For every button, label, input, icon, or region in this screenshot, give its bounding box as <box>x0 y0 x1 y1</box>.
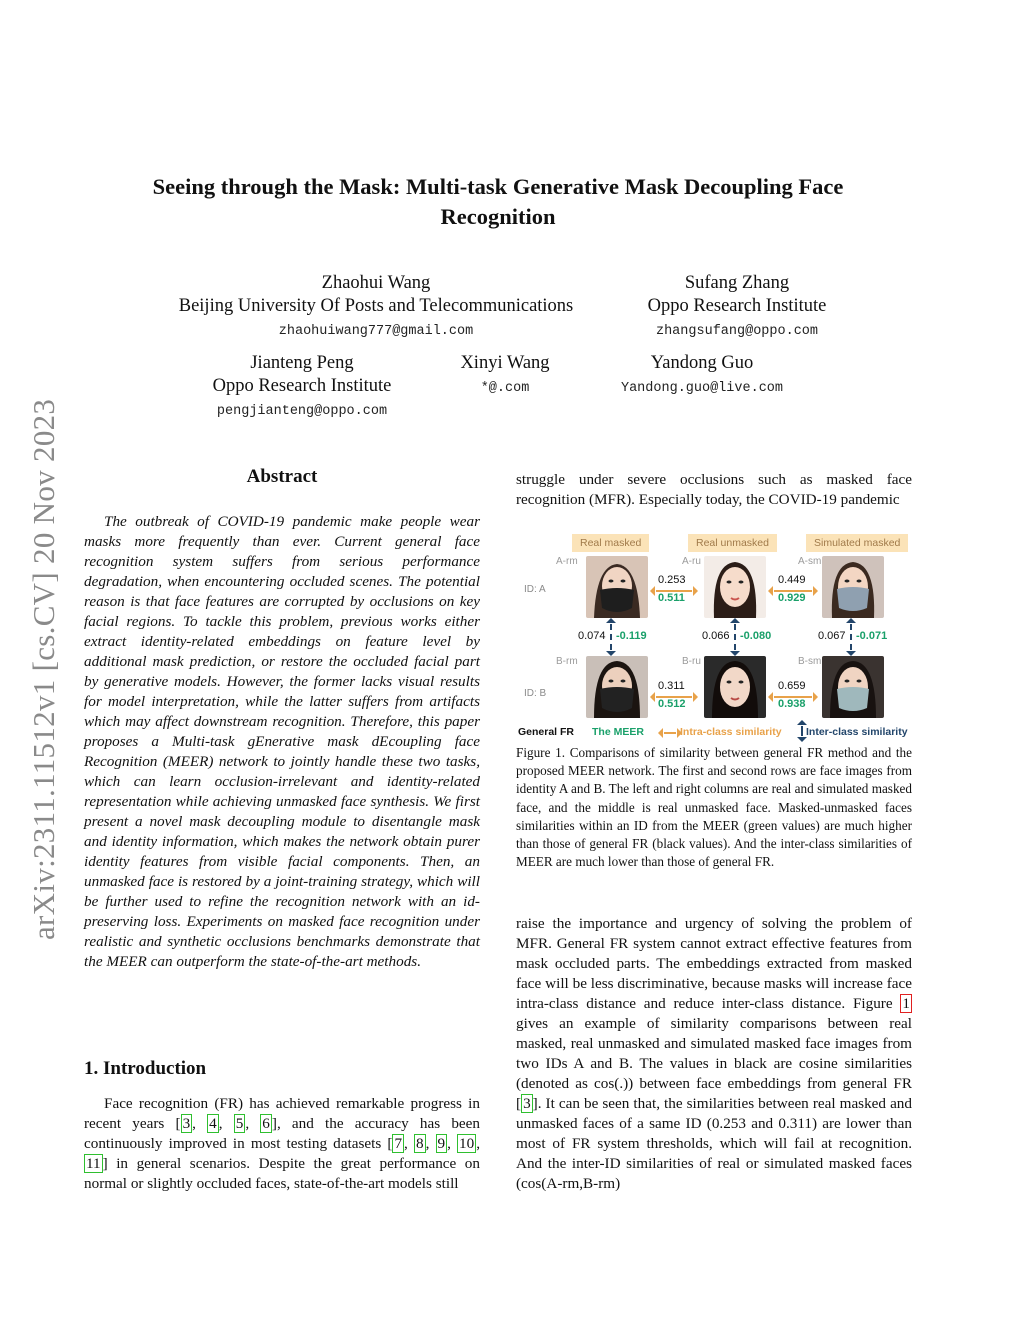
citation-link[interactable]: 5 <box>235 1115 244 1132</box>
label-real-masked: Real masked <box>572 534 649 552</box>
author-name: Xinyi Wang <box>460 353 550 373</box>
value-b-ru-sm-meer: 0.938 <box>778 698 806 710</box>
value-a-ru-sm-general: 0.449 <box>778 574 806 586</box>
legend-intra-arrow-icon <box>664 732 676 734</box>
author-affiliation: Oppo Research Institute <box>647 296 827 316</box>
intro-text-3: ] in general scenarios. Despite the great performance on normal or slightly occluded faces, state-of-the-art models still <box>84 1155 480 1192</box>
value-inter-rm-meer: -0.119 <box>616 630 647 642</box>
figure-1-caption: Figure 1. Comparisons of similarity between general FR method and the proposed MEER network. The first and second rows are face images from identity A and B. The left and right columns are real and simulated masked face, and the middle is real unmasked face. Masked-unmasked faces similarities within an ID from the MEER (green values) are much higher than those of general FR (black values). And the inter-class similarities of MEER are much lower than those of general FR. <box>516 745 912 870</box>
legend-general-fr: General FR <box>518 726 575 738</box>
sublabel-a-ru: A-ru <box>682 556 701 567</box>
face-a-simulated-masked <box>822 556 884 618</box>
citation-link[interactable]: 3 <box>523 1095 531 1112</box>
arxiv-side-stamp: arXiv:2311.11512v1 [cs.CV] 20 Nov 2023 <box>26 398 61 940</box>
citation-link[interactable]: 8 <box>415 1135 424 1152</box>
abstract-body <box>84 512 480 972</box>
citation-link[interactable]: 10 <box>459 1135 475 1152</box>
value-b-rm-ru-meer: 0.512 <box>658 698 686 710</box>
author-affiliation: Beijing University Of Posts and Telecommunications <box>178 296 574 316</box>
inter-arrow-sm <box>850 624 854 650</box>
sublabel-a-sm: A-sm <box>798 556 822 567</box>
face-a-real-unmasked <box>704 556 766 618</box>
author-email[interactable]: Yandong.guo@live.com <box>620 381 784 396</box>
label-real-unmasked: Real unmasked <box>688 534 777 552</box>
author-name: Jianteng Peng <box>250 353 354 373</box>
sublabel-b-rm: B-rm <box>556 656 578 667</box>
sublabel-a-rm: A-rm <box>556 556 578 567</box>
citation-link[interactable]: 6 <box>262 1115 270 1132</box>
abstract-heading: Abstract <box>246 466 318 487</box>
intro-heading: 1. Introduction <box>84 1058 207 1079</box>
value-b-rm-ru-general: 0.311 <box>658 680 685 692</box>
value-inter-sm-meer: -0.071 <box>856 630 888 642</box>
rb-text-3: ]. It can be seen that, the similarities between real masked and unmasked faces of a same ID (0.253 and 0.311) are lower than most of FR system thresholds, which will fail at recognition. And the inter-ID similarities of real or simulated masked faces (cos(A-rm,B-rm) <box>516 1095 912 1192</box>
author-email[interactable]: zhangsufang@oppo.com <box>655 324 819 339</box>
face-b-simulated-masked <box>822 656 884 718</box>
legend-inter-class: Inter-class similarity <box>806 726 908 738</box>
value-inter-sm-general: 0.067 <box>818 630 846 642</box>
citation-link[interactable]: 3 <box>182 1115 191 1132</box>
author-jianteng-peng <box>196 352 408 423</box>
citation-link[interactable]: 7 <box>394 1135 403 1152</box>
citation-link[interactable]: 11 <box>86 1155 101 1172</box>
figure-ref-link[interactable]: 1 <box>902 995 910 1012</box>
id-a-label: ID: A <box>524 584 546 595</box>
author-name: Yandong Guo <box>650 353 754 373</box>
author-name: Sufang Zhang <box>684 273 790 293</box>
author-email[interactable]: pengjianteng@oppo.com <box>216 404 388 419</box>
intro-paragraph: Face recognition (FR) has achieved remarkable progress in recent years [ 3 , 4 , 5 , 6 ], and the accuracy has been continuously improved in most testing datasets [ 7 , 8 , 9 , 10 , 11 ] in general scenarios. Despite the great performance on normal or slightly occluded faces, state-of-the-art models still <box>84 1095 481 1192</box>
author-zhaohui-wang <box>158 272 594 343</box>
citation-link[interactable]: 9 <box>437 1135 446 1152</box>
inter-arrow-rm <box>610 624 614 650</box>
author-email[interactable]: zhaohuiwang777@gmail.com <box>278 324 474 339</box>
author-sufang-zhang <box>626 272 848 343</box>
author-yandong-guo <box>600 352 804 400</box>
author-xinyi-wang <box>444 352 566 400</box>
sublabel-b-sm: B-sm <box>798 656 822 667</box>
legend-meer: The MEER <box>592 726 644 738</box>
author-name: Zhaohui Wang <box>321 273 431 293</box>
value-inter-ru-general: 0.066 <box>702 630 730 642</box>
legend-inter-arrow-icon <box>801 726 805 736</box>
title-line-2: Recognition <box>440 204 556 229</box>
id-b-label: ID: B <box>524 688 547 699</box>
label-simulated-masked: Simulated masked <box>806 534 908 552</box>
value-a-rm-ru-meer: 0.511 <box>658 592 685 604</box>
value-inter-ru-meer: -0.080 <box>740 630 772 642</box>
face-b-real-unmasked <box>704 656 766 718</box>
legend-intra-class: Intra-class similarity <box>680 726 782 738</box>
intro-body <box>84 1094 480 1194</box>
right-bottom-paragraph <box>516 914 912 1194</box>
face-b-real-masked <box>586 656 648 718</box>
face-a-real-masked <box>586 556 648 618</box>
title-line-1: Seeing through the Mask: Multi-task Generative Mask Decoupling Face <box>152 174 844 199</box>
right-column-bottom-text <box>516 914 912 1194</box>
author-affiliation: Oppo Research Institute <box>212 376 392 396</box>
intro-text-1: Face recognition (FR) has achieved remarkable progress in recent years [ <box>84 1095 480 1132</box>
value-b-ru-sm-general: 0.659 <box>778 680 806 692</box>
figure-1 <box>516 526 914 744</box>
paper-title <box>100 172 896 232</box>
sublabel-b-ru: B-ru <box>682 656 701 667</box>
value-inter-rm-general: 0.074 <box>578 630 606 642</box>
value-a-ru-sm-meer: 0.929 <box>778 592 806 604</box>
value-a-rm-ru-general: 0.253 <box>658 574 686 586</box>
right-column-top-text <box>516 470 912 510</box>
rb-text-1: raise the importance and urgency of solving the problem of MFR. General FR system cannot extract effective features from mask occluded parts. The embeddings extracted from masked face will be less discriminative, because masks will increase face intra-class distance and reduce inter-class distance. Figure <box>516 915 912 1012</box>
author-email[interactable]: *@.com <box>480 381 530 396</box>
right-top-paragraph: struggle under severe occlusions such as masked face recognition (MFR). Especially today, the COVID-19 pandemic <box>516 471 912 508</box>
abstract-text: The outbreak of COVID-19 pandemic make people wear masks more frequently than ever. Current general face recognition system suffers from serious performance degradation, when encountering occluded scenes. The potential reason is that face features are corrupted by occlusions on key facial regions. To tackle this problem, previous works either extract identity-related embeddings on feature level by additional mask prediction, or restore the occluded facial part by generative models. However, the former lacks visual results for model interpretation, while the latter suffers from artifacts which may affect downstream recognition. Therefore, this paper proposes a Multi-task gEnerative mask dEcoupling face Recognition (MEER) network to jointly handle these two tasks, which can learn occlusion-irrelevant and identity-related representation while achieving unmasked face synthesis. We first present a novel mask decoupling module to disentangle mask and identity information, which makes the network obtain purer identity features from visible facial components. Then, an unmasked face is restored by a joint-training strategy, which will be further used to refine the recognition network with an id-preserving loss. Experiments on masked face recognition under realistic and synthetic occlusions benchmarks demonstrate that the MEER can outperform the state-of-the-art methods. <box>84 513 480 970</box>
rb-text-2: gives an example of similarity comparisons between real masked, real unmasked and simulated masked face images from two IDs A and B. The values in black are cosine similarities (denoted as cos(.)) between face embeddings from general FR [ <box>516 1015 912 1112</box>
intro-text-2: ], and the accuracy has been continuously improved in most testing datasets [ <box>84 1115 481 1152</box>
citation-link[interactable]: 4 <box>209 1115 217 1132</box>
inter-arrow-ru <box>734 624 738 650</box>
